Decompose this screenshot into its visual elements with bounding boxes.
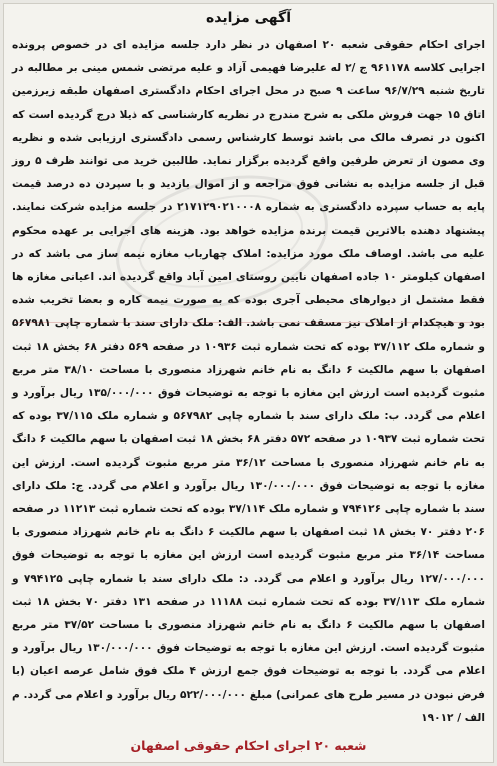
notice-signature: شعبه ۲۰ اجرای احکام حقوقی اصفهان: [130, 738, 367, 753]
notice-body: [12, 34, 485, 730]
notice-paragraph: اجرای احکام حقوقی شعبه ۲۰ اصفهان در نظر دارد جلسه مزایده ای در خصوص پرونده اجرایی کلاسه ۹۶۱۱۷۸ ج /۲ له علیرضا فهیمی آزاد و علیه مرتضی شمس مینی بر مطالبه در تاریخ شنبه ۹۶/۷/۲۹ ساعت ۹ صبح در محل اجرای احکام دادگستری اصفهان طبقه زیرزمین اتاق ۱۵ جهت فروش ملکی به شرح مندرج در نظریه کارشناسی که ذیلا درج گردیده است که اکنون در تصرف مالک می باشد توسط کارشناس رسمی دادگستری ارزیابی شده و نظریه وی مصون از تعرض طرفین واقع گردیده برگزار نماید. طالبین خرید می توانند ظرف ۵ روز قبل از جلسه مزایده به نشانی فوق مراجعه و از اموال بازدید و با سپردن ده درصد قیمت پایه به حساب سپرده دادگستری به شماره ۲۱۷۱۲۹۰۲۱۰۰۰۸ در جلسه مزایده شرکت نمایند. پیشنهاد دهنده بالاترین قیمت برنده مزایده خواهد بود. هزینه های اجرایی بر عهده محکوم علیه می باشد. اوصاف ملک مورد مزایده: املاک چهارباب مغازه نیمه ساز می باشد که در اصفهان کیلومتر ۱۰ جاده اصفهان نایین روستای امین آباد واقع گردیده اند. اعیانی مغازه ها فقط مشتمل از دیوارهای محیطی آجری بوده که به صورت نیمه کاره و بعضا تخریب شده بود و هیچکدام از املاک نیز مسقف نمی باشد. الف: ملک دارای سند با شماره چاپی ۵۶۷۹۸۱ و شماره ملک ۳۷/۱۱۲ بوده که تحت شماره ثبت ۱۰۹۳۶ در صفحه ۵۶۹ دفتر ۶۸ بخش ۱۸ ثبت اصفهان با سهم مالکیت ۶ دانگ به نام خانم شهرزاد منصوری با مساحت ۳۸/۱۰ متر مربع مثبوت گردیده است ارزش این مغازه با توجه به توضیحات فوق ۱۳۵/۰۰۰/۰۰۰ ریال برآورد و اعلام می گردد. ب: ملک دارای سند با شماره چاپی ۵۶۷۹۸۲ و شماره ملک ۳۷/۱۱۵ بوده که تحت شماره ثبت ۱۰۹۳۷ در صفحه ۵۷۲ دفتر ۶۸ بخش ۱۸ ثبت اصفهان با سهم مالکیت ۶ دانگ به نام خانم شهرزاد منصوری با مساحت ۳۶/۱۲ متر مربع مثبوت گردیده است. ارزش این مغازه با توجه به توضیحات فوق ۱۳۰/۰۰۰/۰۰۰ ریال برآورد و اعلام می گردد. ج: ملک دارای سند با شماره چاپی ۷۹۴۱۲۶ و شماره ملک ۳۷/۱۱۴ بوده که تحت شماره ثبت ۱۱۲۱۳ در صفحه ۲۰۶ دفتر ۷۰ بخش ۱۸ ثبت اصفهان با سهم مالکیت ۶ دانگ به نام خانم شهرزاد منصوری با مساحت ۳۶/۱۴ متر مربع مثبوت گردیده است ارزش این مغازه با توجه به توضیحات فوق ۱۲۷/۰۰۰/۰۰۰ ریال برآورد و اعلام می گردد. د: ملک دارای سند با شماره چاپی ۷۹۴۱۲۵ و شماره ملک ۳۷/۱۱۳ بوده که تحت شماره ثبت ۱۱۱۸۸ در صفحه ۱۳۱ دفتر ۷۰ بخش ۱۸ ثبت اصفهان با سهم مالکیت ۶ دانگ به نام خانم شهرزاد منصوری با مساحت ۳۷/۵۲ متر مربع مثبوت گردیده است. ارزش این مغازه با توجه به توضیحات فوق ۱۳۰/۰۰۰/۰۰۰ ریال برآورد و اعلام می گردد. با توجه به توضیحات فوق جمع ارزش ۴ ملک فوق شامل عرصه اعیان (با فرض نبودن در مسیر طرح های عمرانی) مبلغ ۵۲۲/۰۰۰/۰۰۰ ریال برآورد و اعلام می گردد. م الف / ۱۹۰۱۲: [12, 39, 486, 724]
notice-title: آگهی مزایده: [205, 10, 291, 26]
notice-clipping: [3, 3, 494, 763]
